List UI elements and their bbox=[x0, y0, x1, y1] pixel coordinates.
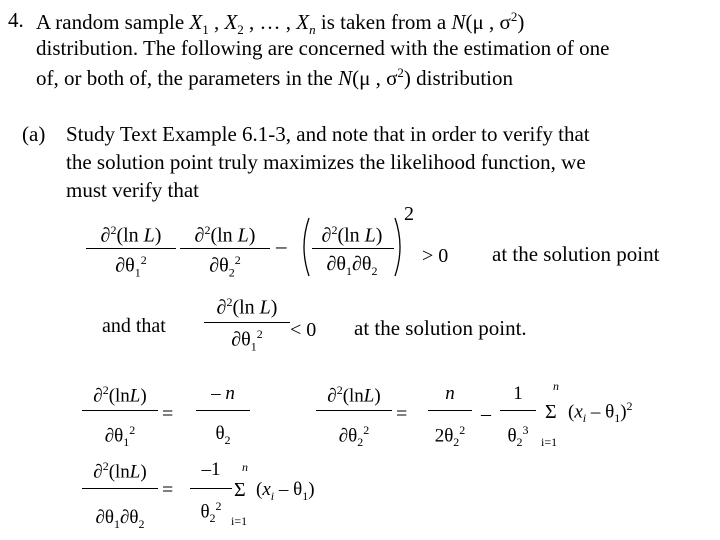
part-a-line-2: the solution point truly maximizes the likelihood function, we bbox=[66, 150, 586, 174]
cond2-fraction-bar bbox=[204, 322, 290, 323]
d2-sum-term: $(x_i - \theta_1)^2$ bbox=[568, 399, 633, 426]
d1-rhs-denominator: $\theta_2$ bbox=[215, 423, 231, 447]
cond2-prefix: and that bbox=[102, 315, 166, 337]
d3-rhs-numerator: –1 bbox=[201, 459, 221, 480]
d1-fraction-bar bbox=[82, 410, 158, 411]
d2-sum-lower-limit: i=1 bbox=[541, 435, 558, 449]
d2-sum-upper-limit: n bbox=[553, 379, 559, 393]
d3-sum-symbol: Σ bbox=[234, 479, 246, 501]
d3-sum-lower-limit: i=1 bbox=[231, 514, 248, 528]
d2-term2-denominator: $\theta_2^3$ bbox=[507, 423, 529, 450]
cond1-minus: – bbox=[276, 234, 287, 258]
part-a-line-3: must verify that bbox=[66, 178, 199, 202]
intro-line-2: distribution. The following are concerned with the estimation of one bbox=[36, 36, 610, 60]
cond1-fraction-bar-c bbox=[312, 248, 394, 249]
cond1-relation: > 0 bbox=[422, 245, 449, 267]
cond1-numerator-a: ∂$^2$(ln L) bbox=[100, 223, 162, 247]
part-a-label: (a) bbox=[22, 122, 46, 146]
cond1-denominator-b: $\partial\theta_2^2$ bbox=[209, 253, 241, 280]
cond1-denominator-a: $\partial\theta_1^2$ bbox=[115, 253, 147, 280]
cond2-denominator: $\partial\theta_1^2$ bbox=[231, 327, 263, 354]
cond2-note: at the solution point. bbox=[354, 316, 527, 340]
cond1-numerator-c: ∂$^2$(ln L) bbox=[321, 223, 383, 247]
d2-minus: – bbox=[481, 403, 491, 425]
cond2-numerator: ∂$^2$(ln L) bbox=[216, 295, 278, 319]
d3-numerator: ∂$^2$(lnL) bbox=[93, 459, 147, 483]
d3-sum-term: $(x_i - \theta_1)$ bbox=[256, 479, 315, 503]
d2-term1-denominator: $2\theta_2^2$ bbox=[434, 423, 466, 450]
part-a-line-1: Study Text Example 6.1-3, and note that in order to verify that bbox=[66, 122, 590, 146]
d3-fraction-bar bbox=[82, 488, 158, 489]
d3-denominator: $\partial\theta_1\partial\theta_2$ bbox=[95, 507, 145, 531]
d3-sum-upper-limit: n bbox=[242, 460, 248, 474]
d3-rhs-denominator: $\theta_2^2$ bbox=[200, 499, 222, 526]
d3-rhs-fraction-bar bbox=[190, 488, 232, 489]
d1-denominator: $\partial\theta_1^2$ bbox=[104, 423, 136, 450]
d1-rhs-fraction-bar bbox=[196, 410, 250, 411]
d2-denominator: $\partial\theta_2^2$ bbox=[338, 423, 370, 450]
problem-number: 4. bbox=[8, 8, 24, 32]
d2-equals: = bbox=[396, 403, 408, 425]
cond1-note: at the solution point bbox=[492, 242, 660, 266]
cond1-denominator-c: $\partial\theta_1\partial\theta_2$ bbox=[326, 253, 378, 278]
d3-equals: = bbox=[162, 479, 174, 501]
intro-line-1: A random sample $X_1$ , $X_2$ , … , $X_n$ is taken from a N(μ , $\sigma^2$) bbox=[36, 9, 525, 38]
cond1-power: 2 bbox=[404, 203, 414, 225]
cond1-fraction-bar-b bbox=[180, 248, 270, 249]
d2-fraction-bar bbox=[316, 410, 392, 411]
d2-numerator: ∂$^2$(lnL) bbox=[327, 383, 381, 407]
d2-term1-fraction-bar bbox=[428, 410, 472, 411]
d1-numerator: ∂$^2$(lnL) bbox=[93, 383, 147, 407]
intro-line-3: of, or both of, the parameters in the N(μ , $\sigma^2$) distribution bbox=[36, 65, 514, 90]
d1-rhs-numerator: – n bbox=[211, 383, 235, 404]
d2-term2-numerator: 1 bbox=[513, 383, 523, 404]
cond2-relation: < 0 bbox=[290, 319, 317, 341]
d2-term1-numerator: n bbox=[445, 383, 455, 404]
d1-equals: = bbox=[162, 403, 174, 425]
cond1-numerator-b: ∂$^2$(ln L) bbox=[194, 223, 256, 247]
d2-sum-symbol: Σ bbox=[545, 401, 557, 423]
cond1-fraction-bar-a bbox=[86, 248, 176, 249]
d2-term2-fraction-bar bbox=[500, 410, 536, 411]
